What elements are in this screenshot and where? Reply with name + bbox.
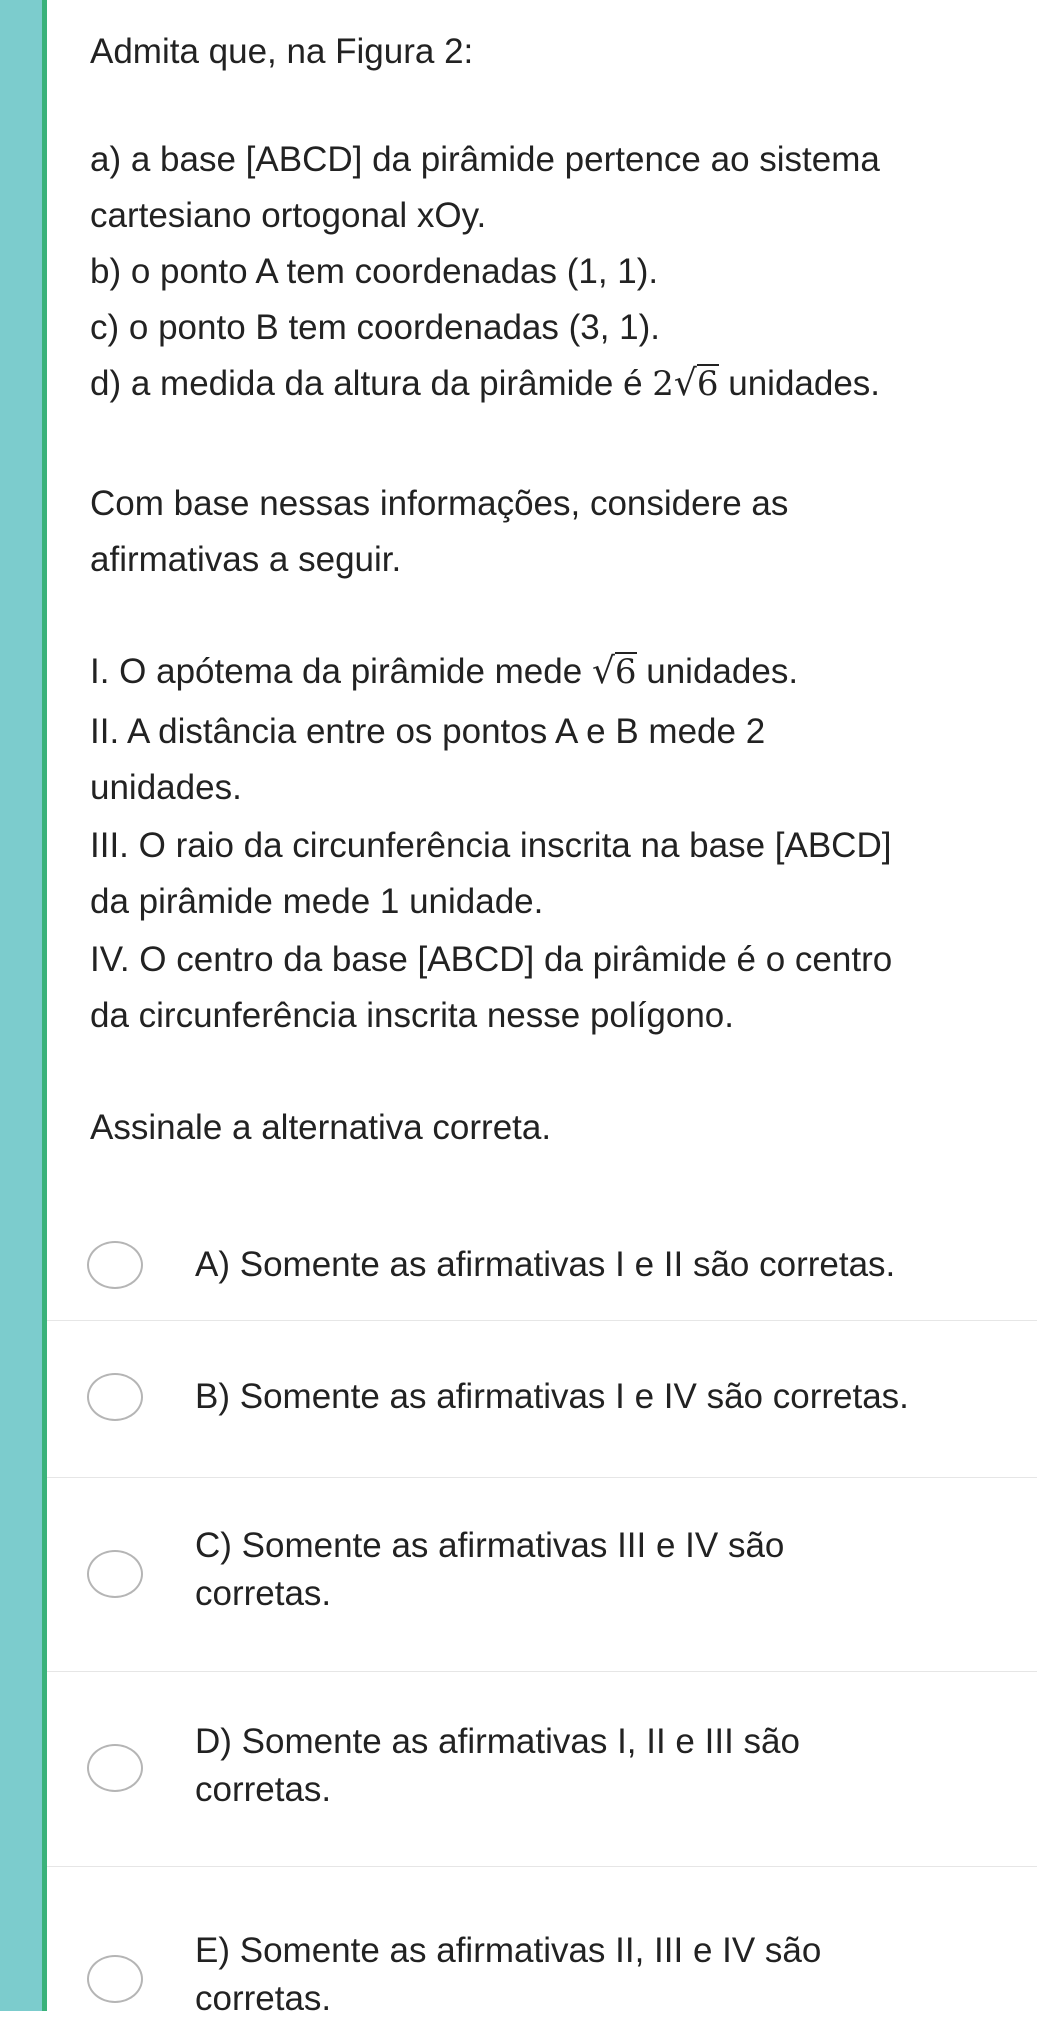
condition-a-line1: a) a base [ABCD] da pirâmide pertence ao sistema [90, 140, 880, 179]
condition-d [90, 362, 880, 406]
option-e[interactable] [47, 1867, 1037, 2018]
statement-i-suffix: unidades. [636, 652, 799, 691]
condition-b: b) o ponto A tem coordenadas (1, 1). [90, 252, 659, 291]
option-d[interactable] [47, 1672, 1037, 1866]
condition-d-radicand: 6 [696, 364, 719, 404]
option-e-radio[interactable] [87, 1955, 143, 2003]
prompt-line1: Com base nessas informações, considere as [90, 484, 789, 523]
option-e-line2: corretas. [195, 1979, 332, 2018]
sqrt-sign-icon: √ [591, 651, 615, 692]
option-c-line2: corretas. [195, 1574, 332, 1613]
option-a-text [195, 1241, 1025, 1289]
option-a-radio[interactable] [87, 1241, 143, 1289]
option-c-text [195, 1522, 1025, 1618]
option-c-line1: C) Somente as afirmativas III e IV são [195, 1526, 785, 1565]
option-b-radio[interactable] [87, 1373, 143, 1421]
side-accent-bar [0, 0, 42, 2011]
option-b-text [195, 1373, 1025, 1421]
condition-a-line2: cartesiano ortogonal xOy. [90, 196, 487, 235]
statement-ii-line1: II. A distância entre os pontos A e B mede 2 [90, 712, 766, 751]
statement-iii-line2: da pirâmide mede 1 unidade. [90, 882, 544, 921]
option-c-radio[interactable] [87, 1550, 143, 1598]
option-d-line1: D) Somente as afirmativas I, II e III são [195, 1722, 800, 1761]
statement-iv-line1: IV. O centro da base [ABCD] da pirâmide é o centro [90, 940, 893, 979]
condition-d-prefix: d) a medida da altura da pirâmide é [90, 364, 653, 403]
sqrt-expression [674, 362, 719, 406]
option-e-line1: E) Somente as afirmativas II, III e IV são [195, 1931, 822, 1970]
statement-iv-line2: da circunferência inscrita nesse polígono. [90, 996, 734, 1035]
option-d-text [195, 1718, 1025, 1814]
sqrt-expression [592, 650, 637, 694]
sqrt-sign-icon: √ [673, 363, 697, 404]
option-a-line1: A) Somente as afirmativas I e II são corretas. [195, 1245, 896, 1284]
condition-d-coefficient: 2 [652, 364, 674, 404]
condition-c: c) o ponto B tem coordenadas (3, 1). [90, 308, 661, 347]
statement-i-prefix: I. O apótema da pirâmide mede [90, 652, 592, 691]
statement-i-radicand: 6 [614, 652, 637, 692]
prompt-line2: afirmativas a seguir. [90, 540, 402, 579]
option-b[interactable] [47, 1321, 1037, 1477]
option-c[interactable] [47, 1478, 1037, 1671]
instruction-text: Assinale a alternativa correta. [90, 1108, 552, 1147]
option-b-line1: B) Somente as afirmativas I e IV são corretas. [195, 1377, 909, 1416]
condition-d-suffix: unidades. [718, 364, 881, 403]
statement-iii-line1: III. O raio da circunferência inscrita na base [ABCD] [90, 826, 892, 865]
option-d-radio[interactable] [87, 1744, 143, 1792]
statement-ii-line2: unidades. [90, 768, 242, 807]
option-a[interactable] [47, 1185, 1037, 1320]
option-e-text [195, 1927, 1025, 2023]
intro-text: Admita que, na Figura 2: [90, 32, 474, 71]
option-d-line2: corretas. [195, 1770, 332, 1809]
statement-i [90, 650, 798, 694]
